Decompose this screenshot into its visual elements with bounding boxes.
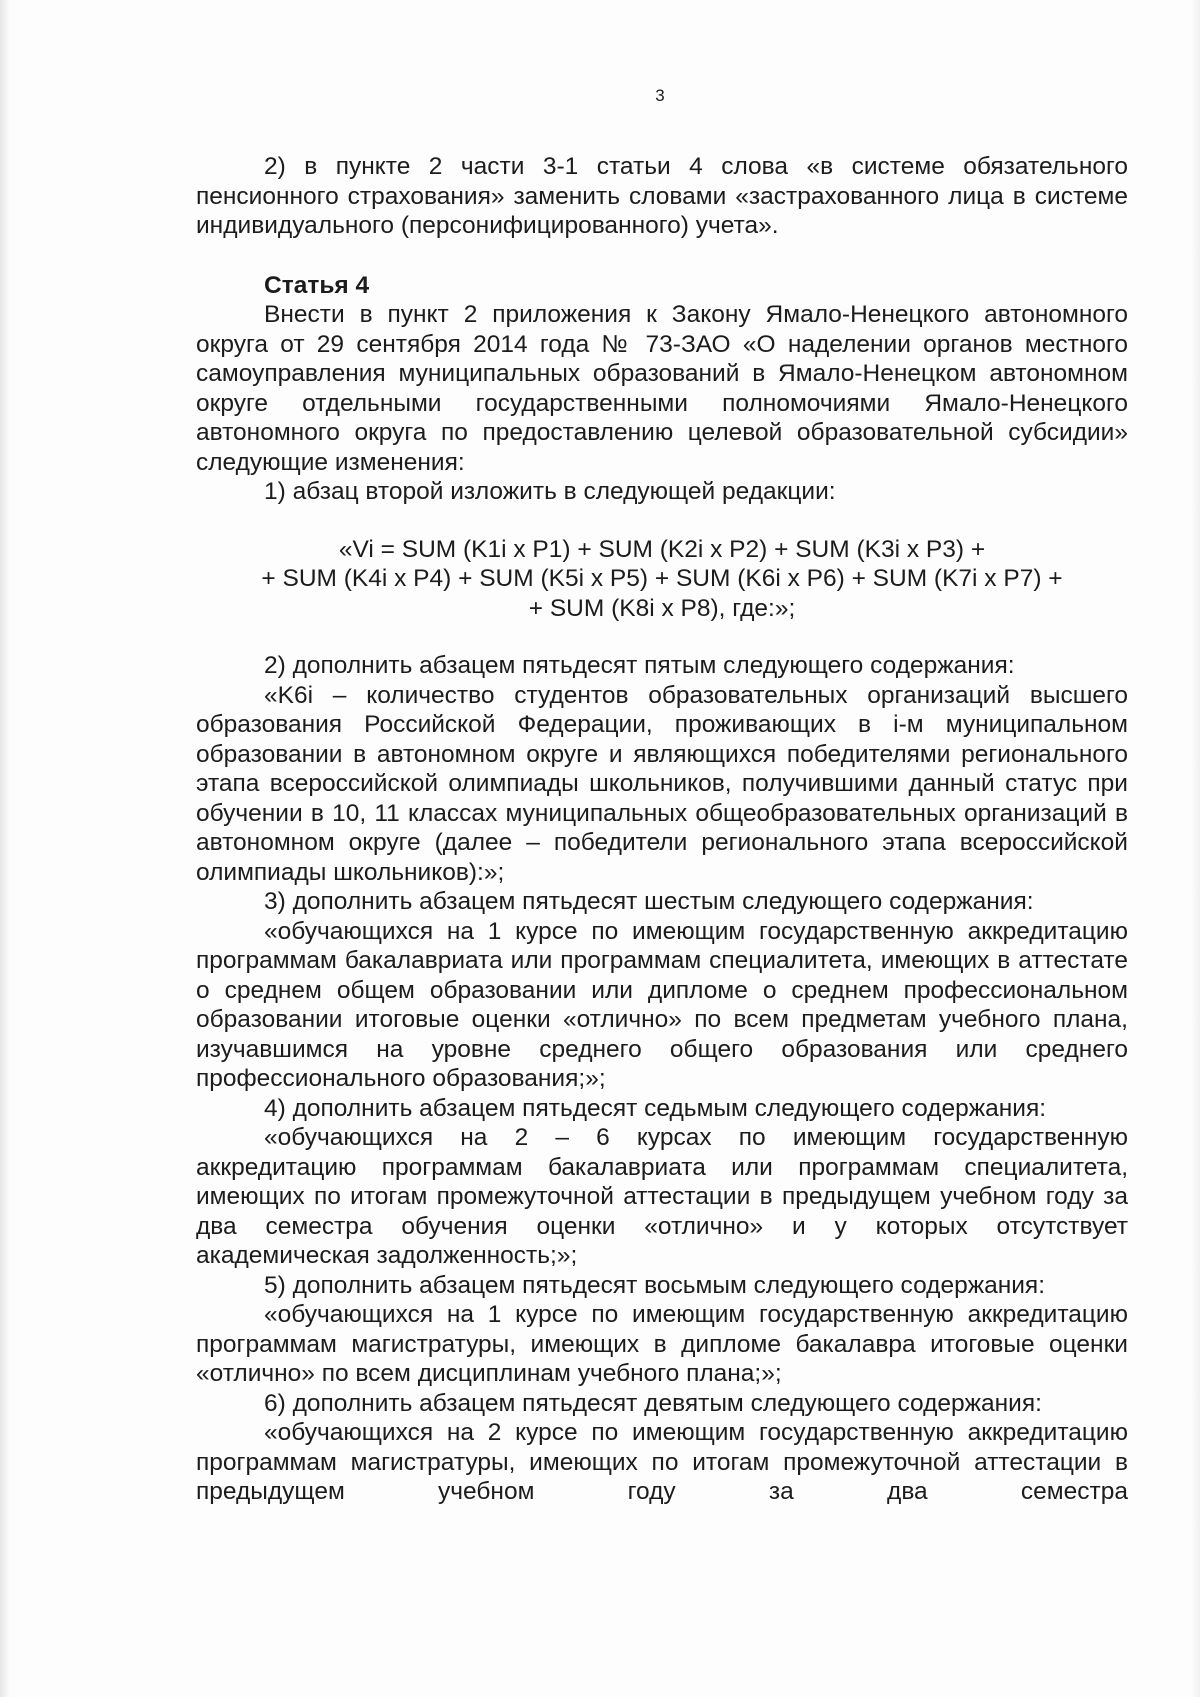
paragraph-item-6-text: «обучающихся на 2 курсе по имеющим государственную аккредитацию программам магистратуры, имеющих по итогам промежуточной аттестации в предыдущем учебном году за два семестра	[196, 1419, 1128, 1505]
formula-line-1: «Vi = SUM (K1i x P1) + SUM (K2i x P2) + SUM (K3i x P3) +	[338, 535, 986, 563]
paragraph-item-2-text: «K6i – количество студентов образовательных организаций высшего образования Российской Федерации, проживающих в i-м муниципальном образовании в автономном округе и являющихся победителями регионального этапа всероссийской олимпиады школьников, получившими данный статус при обучении в 10, 11 классах муниципальных общеобразовательных организаций в автономном округе (далее – победители регионального этапа всероссийской олимпиады школьников):»;	[196, 681, 1128, 886]
paragraph-item-1: 1) абзац второй изложить в следующей редакции:	[264, 478, 836, 505]
paragraph-item-3: 3) дополнить абзацем пятьдесят шестым следующего содержания:	[264, 888, 1034, 915]
paragraph-item-2-article-3: 2) в пункте 2 части 3-1 статьи 4 слова «в системе обязательного пенсионного страхования» заменить словами «застрахованного лица в системе индивидуального (персонифицированного) учета».	[196, 153, 1128, 239]
paragraph-item-4-text: «обучающихся на 2 – 6 курсах по имеющим государственную аккредитацию программам бакалавриата или программам специалитета, имеющих по итогам промежуточной аттестации в предыдущем учебном году за два семестра обучения оценки «отлично» и у которых отсутствует академическая задолженность;»;	[196, 1124, 1128, 1269]
formula-line-3: + SUM (K8i x P8), где:»;	[528, 594, 796, 622]
scan-edge-left	[0, 0, 10, 1697]
article-heading: Статья 4	[264, 271, 370, 299]
page-number: 3	[655, 86, 665, 105]
scan-edge-right	[1192, 0, 1200, 1697]
paragraph-item-5: 5) дополнить абзацем пятьдесят восьмым следующего содержания:	[264, 1271, 1046, 1299]
formula-line-2: + SUM (K4i x P4) + SUM (K5i x P5) + SUM (K6i x P6) + SUM (K7i x P7) +	[261, 565, 1063, 592]
paragraph-item-3-text: «обучающихся на 1 курсе по имеющим государственную аккредитацию программам бакалавриата или программам специалитета, имеющих в аттестате о среднем общем образовании или дипломе о среднем профессиональном образовании итоговые оценки «отлично» по всем предметам учебного плана, изучавшимся на уровне среднего общего образования или среднего профессионального образования;»;	[196, 917, 1128, 1092]
paragraph-item-5-text: «обучающихся на 1 курсе по имеющим государственную аккредитацию программам магистратуры, имеющих в дипломе бакалавра итоговые оценки «отлично» по всем дисциплинам учебного плана;»;	[196, 1301, 1128, 1387]
paragraph-item-2: 2) дополнить абзацем пятьдесят пятым следующего содержания:	[264, 652, 1015, 679]
paragraph-item-6: 6) дополнить абзацем пятьдесят девятым следующего содержания:	[264, 1389, 1042, 1417]
formula-block	[196, 535, 1128, 624]
article-intro-paragraph: Внести в пункт 2 приложения к Закону Ямало-Ненецкого автономного округа от 29 сентября 2014 года № 73-ЗАО «О наделении органов местного самоуправления муниципальных образований в Ямало-Ненецком автономном округе отдельными государственными полномочиями Ямало-Ненецкого автономного округа по предоставлению целевой образовательной субсидии» следующие изменения:	[196, 301, 1128, 476]
document-body	[196, 152, 1128, 1507]
paragraph-item-4: 4) дополнить абзацем пятьдесят седьмым следующего содержания:	[264, 1094, 1047, 1122]
